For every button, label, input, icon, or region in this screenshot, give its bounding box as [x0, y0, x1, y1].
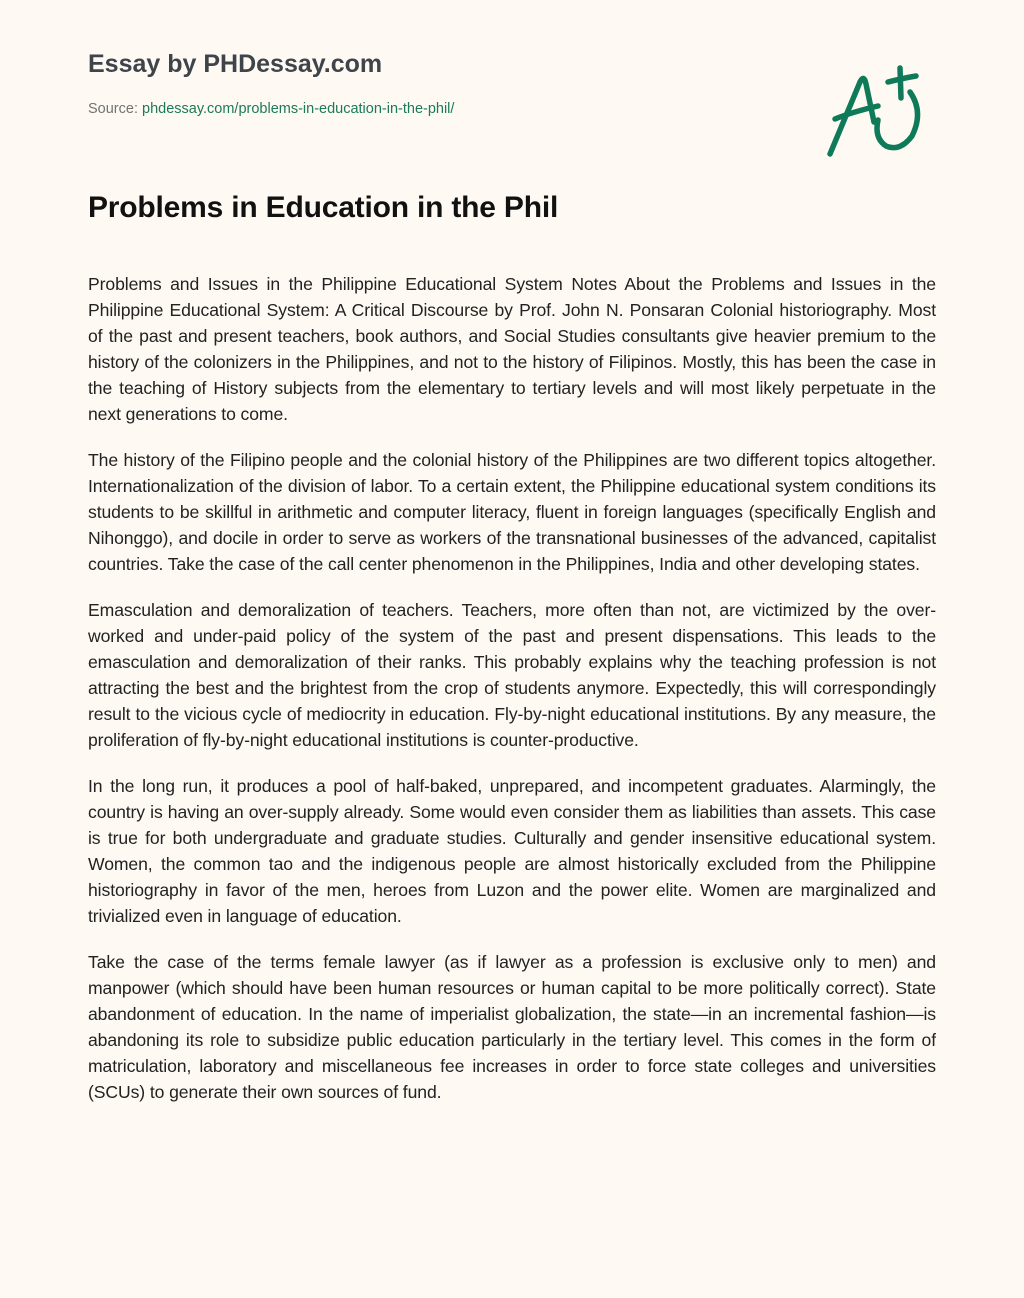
logo-plus-vertical: [900, 68, 901, 98]
document-body: [88, 271, 936, 1250]
source-line: [88, 101, 454, 117]
document-title: Problems in Education in the Phil: [88, 191, 559, 224]
source-label: Source:: [88, 101, 142, 117]
a-plus-grade-icon: [822, 62, 932, 162]
site-title: Essay by PHDessay.com: [88, 50, 383, 78]
paragraph: The history of the Filipino people and the colonial history of the Philippines are two different topics altogether. Internationalization of the division of labor. To a certain extent, the Philippine educational system conditions its students to be skillful in arithmetic and computer literacy, fluent in foreign languages (specifically English and Nihonggo), and docile in order to serve as workers of the transnational businesses of the advanced, capitalist countries. Take the case of the call center phenomenon in the Philippines, India and other developing states.: [88, 450, 936, 574]
logo-swoosh: [877, 92, 918, 148]
paragraph: In the long run, it produces a pool of half-baked, unprepared, and incompetent graduates. Alarmingly, the country is having an over-supply already. Some would even consider them as liabilities than assets. This case is true for both undergraduate and graduate studies. Culturally and gender insensitive educational system. Women, the common tao and the indigenous people are almost historically excluded from the Philippine historiography in favor of the men, heroes from Luzon and the power elite. Women are marginalized and trivialized even in language of education.: [88, 776, 936, 926]
paragraph: Emasculation and demoralization of teachers. Teachers, more often than not, are victimized by the over-worked and under-paid policy of the system of the past and present dispensations. This leads to the emasculation and demoralization of their ranks. This probably explains why the teaching profession is not attracting the best and the brightest from the crop of students anymore. Expectedly, this will correspondingly result to the vicious cycle of mediocrity in education. Fly-by-night educational institutions. By any measure, the proliferation of fly-by-night educational institutions is counter-productive.: [88, 600, 936, 750]
paragraph: Problems and Issues in the Philippine Educational System Notes About the Problems and Issues in the Philippine Educational System: A Critical Discourse by Prof. John N. Ponsaran Colonial historiography. Most of the past and present teachers, book authors, and Social Studies consultants give heavier premium to the history of the colonizers in the Philippines, and not to the history of Filipinos. Mostly, this has been the case in the teaching of History subjects from the elementary to tertiary levels and will most likely perpetuate in the next generations to come.: [88, 274, 936, 424]
source-link[interactable]: phdessay.com/problems-in-education-in-the-phil/: [142, 101, 455, 117]
logo-plus-horizontal: [888, 76, 916, 82]
paragraph: Take the case of the terms female lawyer (as if lawyer as a profession is exclusive only to men) and manpower (which should have been human resources or human capital to be more politically correct). State abandonment of education. In the name of imperialist globalization, the state—in an incremental fashion—is abandoning its role to subsidize public education particularly in the tertiary level. This comes in the form of matriculation, laboratory and miscellaneous fee increases in order to force state colleges and universities (SCUs) to generate their own sources of fund.: [88, 952, 936, 1102]
